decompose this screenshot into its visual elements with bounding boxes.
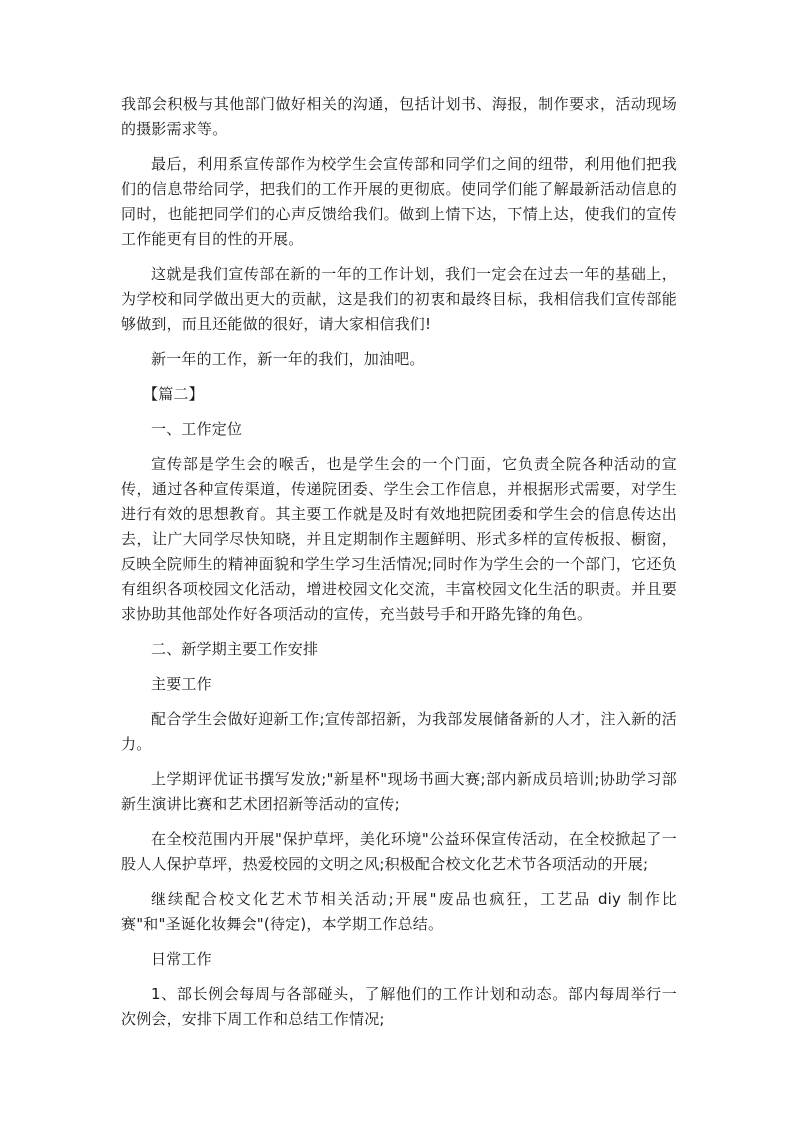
paragraph-lawn-campaign: 在全校范围内开展"保护草坪，美化环境"公益环保宣传活动，在全校掀起了一股人人保护草坪，热爱校园的文明之风;积极配合校文化艺术节各项活动的开展; bbox=[121, 830, 677, 873]
heading-daily-work: 日常工作 bbox=[151, 950, 212, 968]
heading-semester-arrangement: 二、新学期主要工作安排 bbox=[151, 640, 319, 658]
paragraph-art-festival: 继续配合校文化艺术节相关活动;开展"废品也疯狂，工艺品 diy 制作比赛"和"圣诞化妆舞会"(待定)，本学期工作总结。 bbox=[121, 890, 677, 933]
paragraph-department-role: 宣传部是学生会的喉舌，也是学生会的一个门面，它负责全院各种活动的宣传，通过各种宣传渠道，传递院团委、学生会工作信息，并根据形式需要，对学生进行有效的思想教育。其主要工作就是及时有效地把院团委和学生会的信息传达出去，让广大同学尽快知晓，并且定期制作主题鲜明、形式多样的宣传板报、橱窗，反映全院师生的精神面貌和学生学习生活情况;同时作为学生会的一个部门，它还负有组织各项校园文化活动，增进校园文化交流，丰富校园文化生活的职责。并且要求协助其他部处作好各项活动的宣传，充当鼓号手和开路先锋的角色。 bbox=[121, 455, 677, 623]
paragraph-weekly-meetings: 1、部长例会每周与各部碰头，了解他们的工作计划和动态。部内每周举行一次例会，安排下周工作和总结工作情况; bbox=[121, 985, 677, 1028]
paragraph-plan-summary: 这就是我们宣传部在新的一年的工作计划，我们一定会在过去一年的基础上，为学校和同学做出更大的贡献，这是我们的初衷和最终目标，我相信我们宣传部能够做到，而且还能做的很好，请大家相信我们! bbox=[121, 265, 677, 333]
paragraph-finally: 最后，利用系宣传部作为校学生会宣传部和同学们之间的纽带，利用他们把我们的信息带给同学，把我们的工作开展的更彻底。使同学们能了解最新活动信息的同时，也能把同学们的心声反馈给我们。做到上情下达，下情上达，使我们的宣传工作能更有目的性的开展。 bbox=[121, 155, 677, 248]
paragraph-encouragement: 新一年的工作，新一年的我们，加油吧。 bbox=[151, 350, 425, 368]
document-page bbox=[121, 92, 677, 1042]
paragraph-certificates-contest: 上学期评优证书撰写发放;"新星杯"现场书画大赛;部内新成员培训;协助学习部新生演讲比赛和艺术团招新等活动的宣传; bbox=[121, 770, 677, 813]
heading-main-work: 主要工作 bbox=[151, 675, 212, 693]
paragraph-communication: 我部会积极与其他部门做好相关的沟通，包括计划书、海报，制作要求，活动现场的摄影需求等。 bbox=[121, 95, 677, 138]
heading-work-positioning: 一、工作定位 bbox=[151, 420, 243, 438]
section-title-part-two: 【篇二】 bbox=[143, 385, 204, 403]
paragraph-welcome-freshmen: 配合学生会做好迎新工作;宣传部招新，为我部发展储备新的人才，注入新的活力。 bbox=[121, 710, 677, 753]
